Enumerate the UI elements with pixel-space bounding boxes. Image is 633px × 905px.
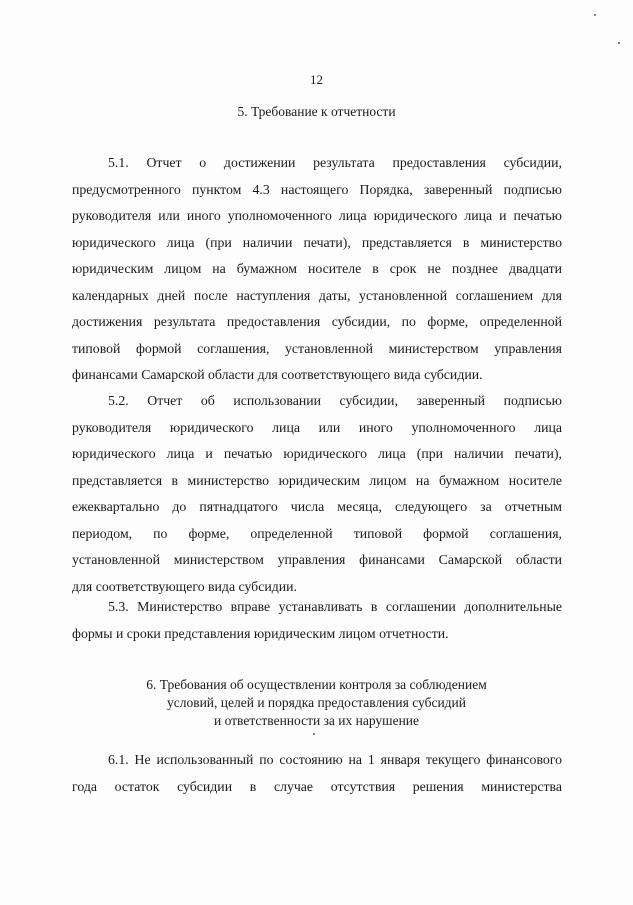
scan-speck xyxy=(618,42,620,44)
text-line: юридическим лицом на бумажном носителе в срок не позднее двадцати xyxy=(72,261,562,276)
text-line: формы и сроки представления юридическим лицом отчетности. xyxy=(72,625,449,641)
text-line: года остаток субсидии в случае отсутствия решения министерства xyxy=(72,778,562,794)
text-line: представляется в министерство юридическим лицом на бумажном носителе xyxy=(72,472,562,488)
text-line: календарных дней после наступления даты, установленной соглашением для xyxy=(72,287,562,303)
text-line: 5.1. Отчет о достижении результата предоставления субсидии, xyxy=(108,155,562,170)
text-line: руководителя юридического лица или иного уполномоченного лица xyxy=(72,419,562,435)
text-line: 5.2. Отчет об использовании субсидии, заверенный подписью xyxy=(108,393,562,408)
text-line: 5.3. Министерство вправе устанавливать в соглашении дополнительные xyxy=(108,599,562,614)
text-line: финансами Самарской области для соответствующего вида субсидии. xyxy=(72,367,483,382)
section-6-title xyxy=(0,676,633,730)
text-line: предусмотренного пунктом 4.3 настоящего Порядка, заверенный подписью xyxy=(72,181,562,197)
text-line: для соответствующего вида субсидии. xyxy=(72,578,297,594)
section-6-title-line: условий, целей и порядка предоставления субсидий xyxy=(166,695,466,710)
text-line: ежеквартально до пятнадцатого числа месяца, следующего за отчетным xyxy=(72,499,562,514)
text-line: периодом, по форме, определенной типовой формой соглашения, xyxy=(72,525,562,541)
page-number: 12 xyxy=(310,72,323,87)
text-line: достижения результата предоставления субсидии, по форме, определенной xyxy=(72,314,562,329)
paragraph-5-1 xyxy=(72,150,562,389)
text-line: установленной министерством управления финансами Самарской области xyxy=(72,552,562,567)
text-line: юридического лица (при наличии печати), представляется в министерство xyxy=(72,234,562,250)
section-6-title-line: 6. Требования об осуществлении контроля за соблюдением xyxy=(146,677,487,692)
scan-speck xyxy=(313,733,315,735)
paragraph-5-3 xyxy=(72,594,562,647)
text-line: 6.1. Не использованный по состоянию на 1 января текущего финансового xyxy=(108,752,562,767)
text-line: руководителя или иного уполномоченного лица юридического лица и печатью xyxy=(72,208,562,223)
paragraph-5-2 xyxy=(72,388,562,600)
text-line: типовой формой соглашения, установленной министерством управления xyxy=(72,340,562,356)
section-5-title: 5. Требование к отчетности xyxy=(237,104,396,119)
scan-speck xyxy=(594,14,596,16)
text-line: юридического лица и печатью юридического лица (при наличии печати), xyxy=(72,446,562,461)
paragraph-6-1 xyxy=(72,747,562,800)
section-6-title-line: и ответственности за их нарушение xyxy=(213,713,420,728)
